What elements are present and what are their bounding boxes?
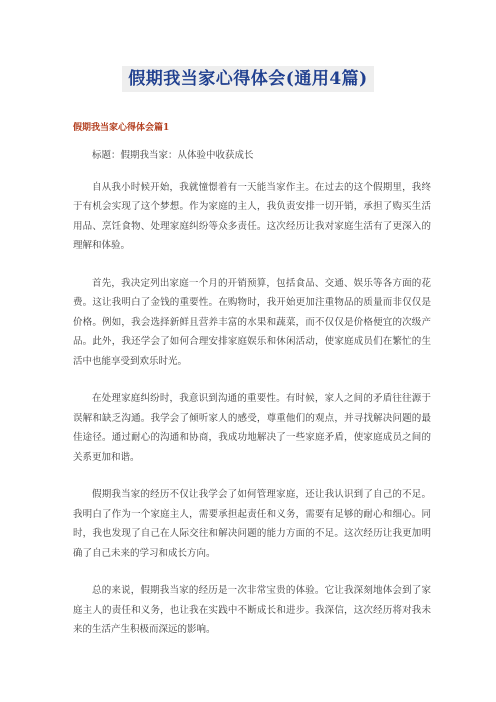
document-body — [73, 146, 431, 658]
paragraph-5: 总的来说，假期我当家的经历是一次非常宝贵的体验。它让我深刻地体会到了家庭主人的责任和义务，也让我在实践中不断成长和进步。我深信，这次经历将对我未来的生活产生积极而深远的影响。 — [73, 585, 431, 635]
paragraph-2: 首先，我决定列出家庭一个月的开销预算，包括食品、交通、娱乐等各方面的花费。这让我明白了金钱的重要性。在购物时，我开始更加注重物品的质量而非仅仅是价格。例如，我会选择新鲜且营养丰富的水果和蔬菜，而不仅仅是价格便宜的次级产品。此外，我还学会了如何合理安排家庭娱乐和休闲活动，使家庭成员们在繁忙的生活中也能享受到欢乐时光。 — [73, 277, 431, 367]
document-title: 假期我当家心得体会(通用4篇) — [122, 66, 373, 92]
paragraph-3: 在处理家庭纠纷时，我意识到沟通的重要性。有时候，家人之间的矛盾往往源于误解和缺乏沟通。我学会了倾听家人的感受，尊重他们的观点，并寻找解决问题的最佳途径。通过耐心的沟通和协商，我成功地解决了一些家庭矛盾，使家庭成员之间的关系更加和谐。 — [73, 393, 431, 463]
paragraph-4: 假期我当家的经历不仅让我学会了如何管理家庭，还让我认识到了自己的不足。我明白了作为一个家庭主人，需要承担起责任和义务，需要有足够的耐心和细心。同时，我也发现了自己在人际交往和解决问题的能力方面的不足。这次经历让我更加明确了自己未来的学习和成长方向。 — [73, 489, 431, 559]
essay-subtitle: 标题：假期我当家：从体验中收获成长 — [92, 150, 254, 161]
section-heading: 假期我当家心得体会篇1 — [73, 123, 170, 133]
paragraph-1: 自从我小时候开始，我就憧憬着有一天能当家作主。在过去的这个假期里，我终于有机会实现了这个梦想。作为家庭的主人，我负责安排一切开销，承担了购买生活用品、烹饪食物、处理家庭纠纷等众多责任。这次经历让我对家庭生活有了更深入的理解和体验。 — [73, 181, 431, 251]
title-container — [0, 66, 496, 92]
